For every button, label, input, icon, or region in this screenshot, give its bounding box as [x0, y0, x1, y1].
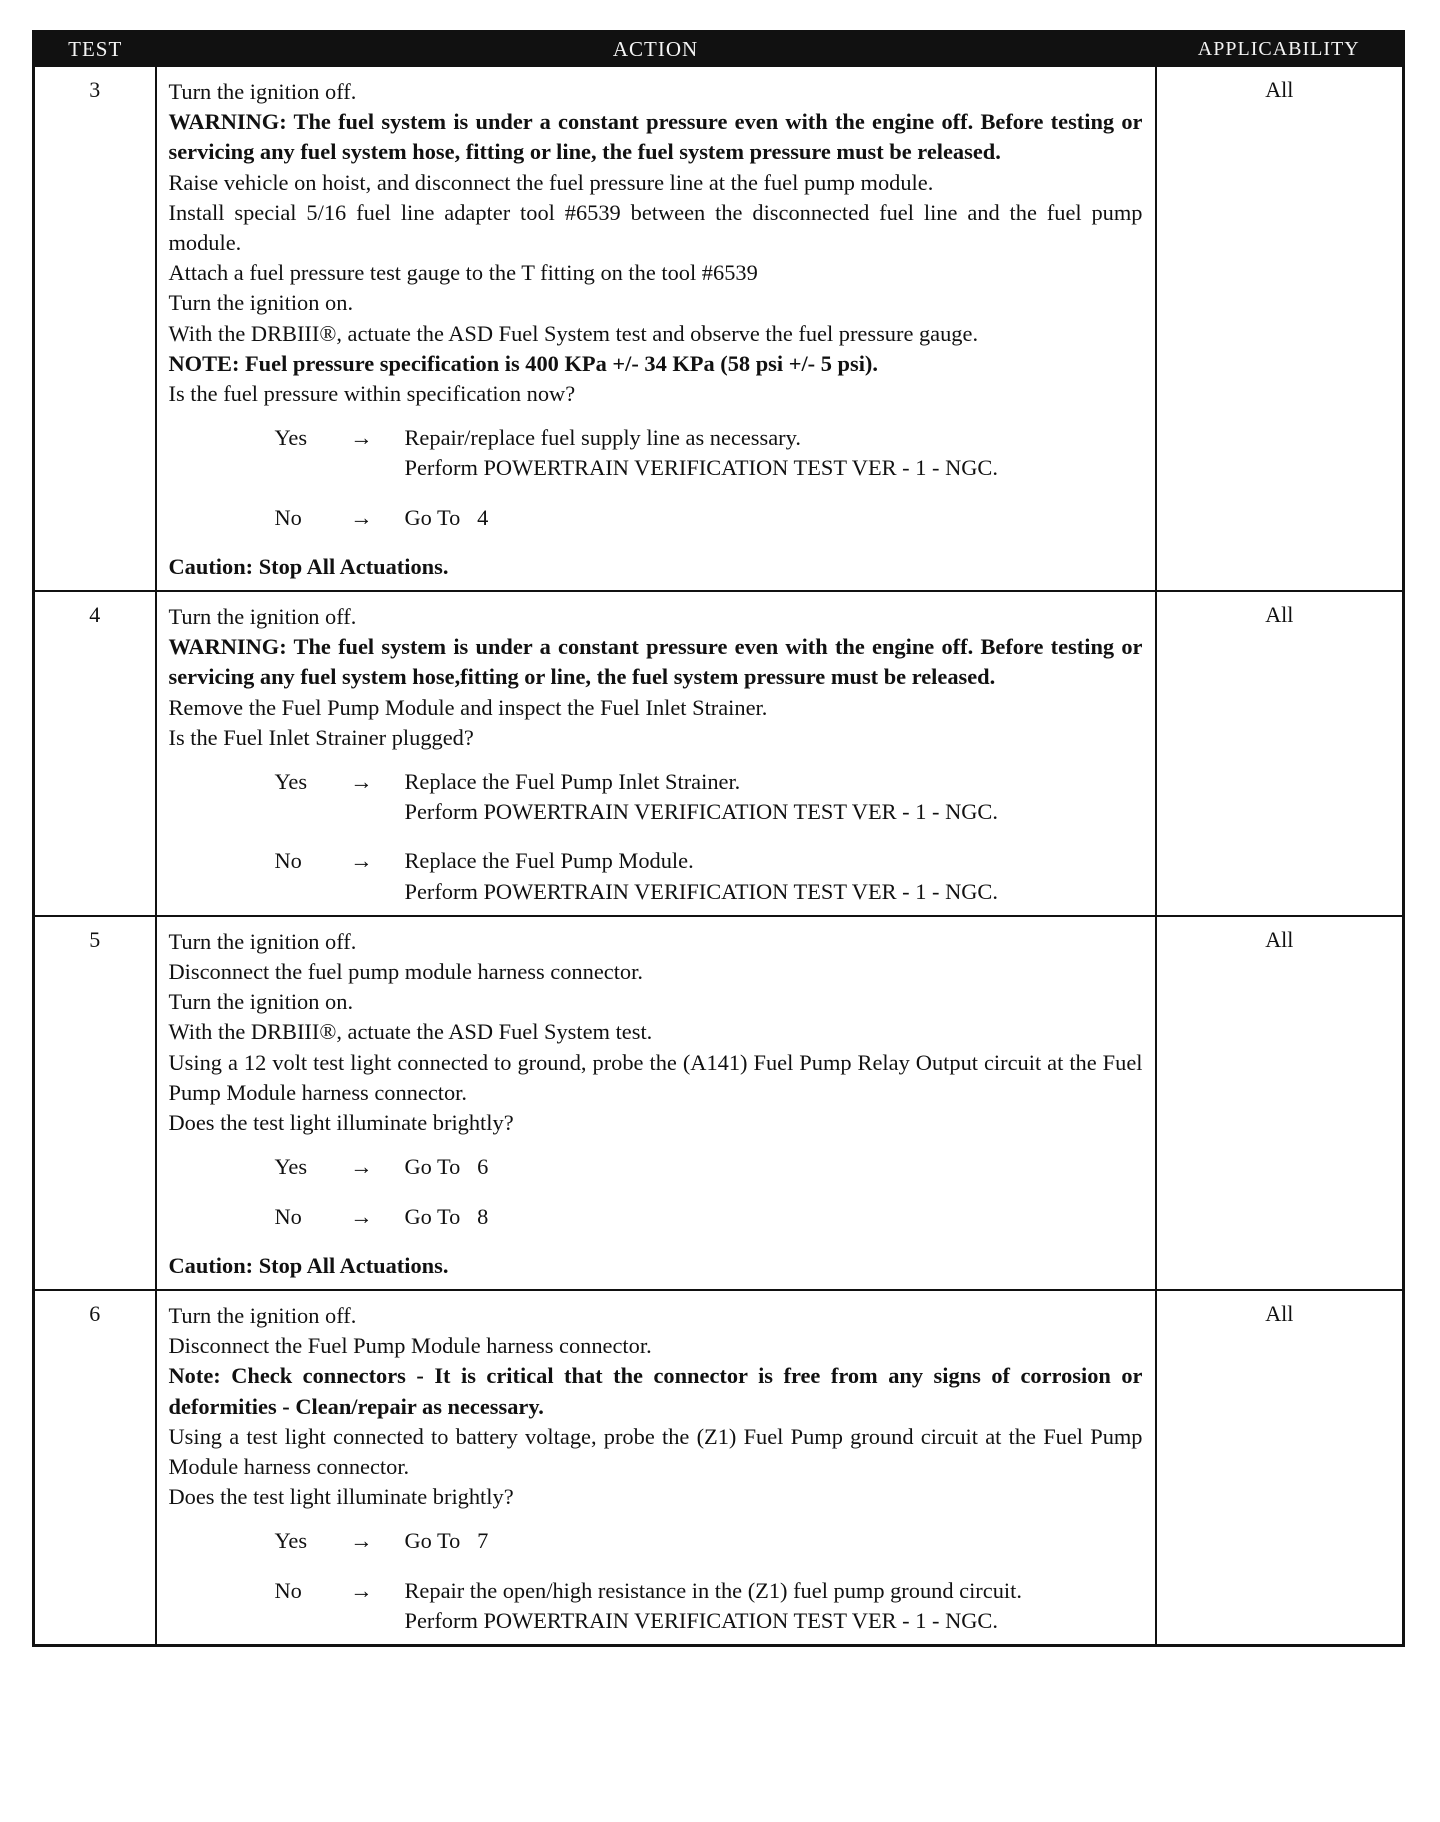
instruction-text: Install special 5/16 fuel line adapter tool #6539 between the disconnected fuel line and the fuel pump module.: [168, 199, 1143, 256]
test-number: 3: [34, 66, 156, 591]
answer-item: [169, 1152, 1143, 1182]
answer-list: [169, 1526, 1143, 1636]
answer-list: [169, 767, 1143, 907]
test-number: 6: [34, 1290, 156, 1646]
arrow-right-icon: →: [350, 504, 373, 530]
instruction-text: Remove the Fuel Pump Module and inspect the Fuel Inlet Strainer.: [168, 694, 768, 720]
applicability-cell: All: [1156, 916, 1404, 1290]
answer-item: [169, 1526, 1143, 1556]
answer-label: Yes: [274, 1528, 308, 1554]
answer-item: [169, 846, 1143, 906]
instruction-text: Turn the ignition off.: [168, 928, 357, 954]
arrow-right-icon: →: [350, 769, 373, 795]
table-header-row: [34, 32, 1404, 67]
caution-text: Caution: Stop All Actuations.: [168, 553, 449, 579]
header-test: TEST: [34, 32, 156, 67]
answer-label: No: [274, 848, 302, 874]
answer-label: Yes: [274, 769, 308, 795]
answer-label: No: [274, 1203, 302, 1229]
table-body: [34, 66, 1404, 1645]
arrow-right-icon: →: [350, 1154, 373, 1180]
answer-item: [169, 1202, 1143, 1232]
arrow-right-icon: →: [350, 1528, 373, 1554]
answer-text: Go To 4: [404, 504, 489, 530]
instruction-text: With the DRBIII®, actuate the ASD Fuel System test and observe the fuel pressure gauge.: [168, 320, 979, 346]
header-action: ACTION: [156, 32, 1156, 67]
answer-text: Repair the open/high resistance in the (Z1) fuel pump ground circuit.: [404, 1577, 1022, 1603]
instruction-text: Raise vehicle on hoist, and disconnect the fuel pressure line at the fuel pump module.: [168, 169, 934, 195]
arrow-right-icon: →: [350, 1577, 373, 1603]
arrow-right-icon: →: [350, 425, 373, 451]
instruction-text: Does the test light illuminate brightly?: [168, 1110, 514, 1136]
answer-label: No: [274, 1577, 302, 1603]
answer-text: Replace the Fuel Pump Module.: [404, 848, 694, 874]
instruction-text: Turn the ignition off.: [168, 604, 357, 630]
answer-text: Perform POWERTRAIN VERIFICATION TEST VER - 1 - NGC.: [404, 455, 998, 481]
instruction-text: Using a 12 volt test light connected to ground, probe the (A141) Fuel Pump Relay Output circuit at the Fuel Pump Module harness connector.: [168, 1049, 1143, 1105]
arrow-right-icon: →: [350, 848, 373, 874]
answer-label: No: [274, 504, 302, 530]
instruction-text: Disconnect the fuel pump module harness connector.: [168, 959, 643, 985]
instruction-text: Disconnect the Fuel Pump Module harness connector.: [168, 1333, 652, 1359]
answer-item: [169, 767, 1143, 827]
answer-item: [169, 503, 1143, 533]
instruction-text: Turn the ignition on.: [168, 290, 354, 316]
instruction-text: Turn the ignition off.: [168, 79, 357, 104]
answer-text: Go To 8: [404, 1203, 489, 1229]
table-row: [34, 66, 1404, 591]
warning-text: NOTE: Fuel pressure specification is 400 KPa +/- 34 KPa (58 psi +/- 5 psi).: [168, 350, 878, 376]
action-cell: [156, 591, 1156, 916]
instruction-text: Is the Fuel Inlet Strainer plugged?: [168, 724, 474, 750]
warning-text: WARNING: The fuel system is under a constant pressure even with the engine off. Before testing or servicing any fuel system hose, fitting or line, the fuel system pressure must be released.: [168, 109, 1143, 165]
instruction-text: Turn the ignition on.: [168, 989, 354, 1015]
applicability-cell: All: [1156, 66, 1404, 591]
warning-text: WARNING: The fuel system is under a constant pressure even with the engine off. Before testing or servicing any fuel system hose,fitting or line, the fuel system pressure must be released.: [168, 634, 1143, 690]
answer-label: Yes: [274, 1154, 308, 1180]
answer-item: [169, 423, 1143, 483]
answer-list: [169, 423, 1143, 533]
caution-text: Caution: Stop All Actuations.: [168, 1252, 449, 1278]
diagnostic-test-table: [32, 30, 1405, 1647]
table-row: [34, 591, 1404, 916]
applicability-cell: All: [1156, 1290, 1404, 1646]
answer-text: Perform POWERTRAIN VERIFICATION TEST VER - 1 - NGC.: [404, 878, 998, 904]
instruction-text: Using a test light connected to battery voltage, probe the (Z1) Fuel Pump ground circuit at the Fuel Pump Module harness connector.: [168, 1423, 1143, 1479]
table-row: [34, 916, 1404, 1290]
answer-text: Repair/replace fuel supply line as necessary.: [404, 425, 801, 451]
warning-text: Note: Check connectors - It is critical that the connector is free from any signs of corrosion or deformities - Clean/repair as necessary.: [168, 1363, 1143, 1419]
test-number: 4: [34, 591, 156, 916]
answer-text: Go To 6: [404, 1154, 489, 1180]
test-number: 5: [34, 916, 156, 1290]
answer-list: [169, 1152, 1143, 1231]
arrow-right-icon: →: [350, 1203, 373, 1229]
answer-text: Perform POWERTRAIN VERIFICATION TEST VER - 1 - NGC.: [404, 1607, 998, 1633]
header-applicability: APPLICABILITY: [1156, 32, 1404, 67]
instruction-text: With the DRBIII®, actuate the ASD Fuel System test.: [168, 1019, 653, 1045]
action-cell: [156, 66, 1156, 591]
instruction-text: Attach a fuel pressure test gauge to the T fitting on the tool #6539: [168, 260, 758, 286]
action-cell: [156, 916, 1156, 1290]
answer-text: Replace the Fuel Pump Inlet Strainer.: [404, 769, 741, 795]
applicability-cell: All: [1156, 591, 1404, 916]
answer-text: Perform POWERTRAIN VERIFICATION TEST VER - 1 - NGC.: [404, 799, 998, 825]
answer-label: Yes: [274, 425, 308, 451]
instruction-text: Does the test light illuminate brightly?: [168, 1484, 514, 1510]
answer-text: Go To 7: [404, 1528, 489, 1554]
table-row: [34, 1290, 1404, 1646]
instruction-text: Is the fuel pressure within specification now?: [168, 381, 576, 407]
instruction-text: Turn the ignition off.: [168, 1302, 357, 1328]
action-cell: [156, 1290, 1156, 1646]
answer-item: [169, 1576, 1143, 1636]
